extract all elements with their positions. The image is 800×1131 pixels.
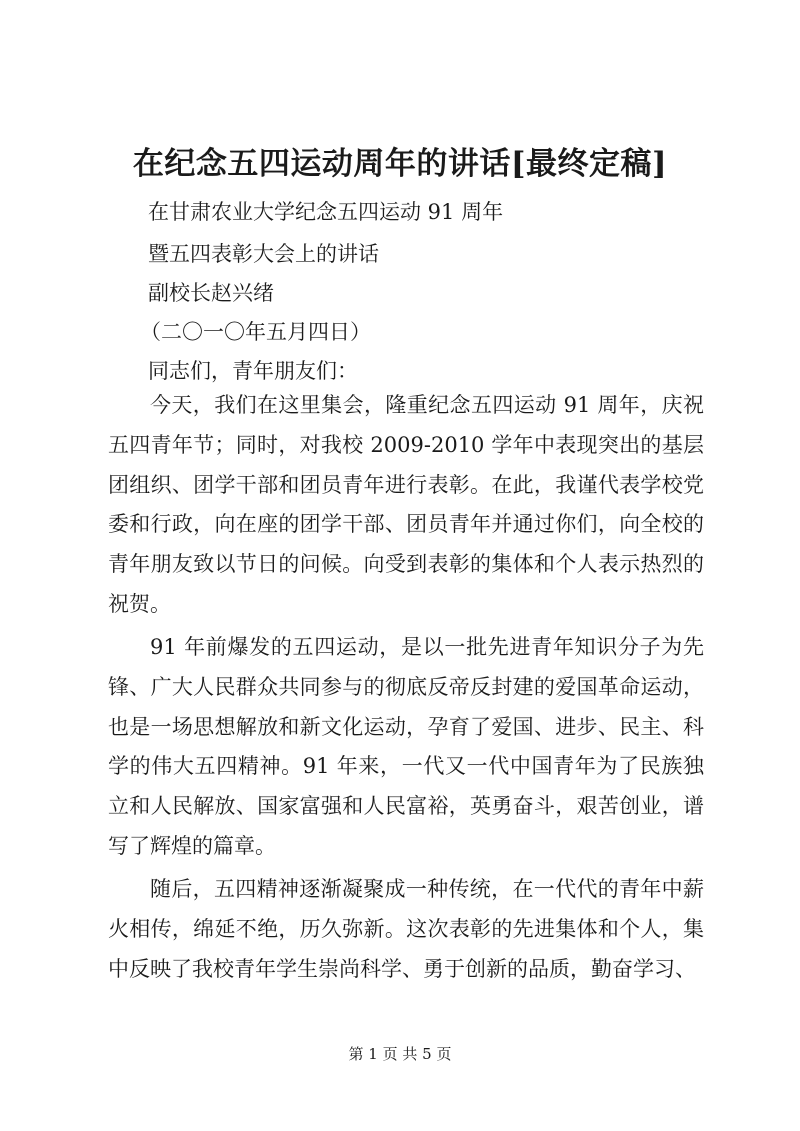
document-title: 在纪念五四运动周年的讲话[最终定稿] [132,146,668,182]
body-paragraph-3: 随后，五四精神逐渐凝聚成一种传统，在一代代的青年中薪火相传，绵延不绝，历久弥新。这次表彰的先进集体和个人，集中反映了我校青年学生崇尚科学、勇于创新的品质，勤奋学习、 [108,877,704,981]
salutation: 同志们，青年朋友们： [148,359,358,383]
body-paragraph-1: 今天，我们在这里集会，隆重纪念五四运动 91 周年，庆祝五四青年节；同时，对我校 2009-2010 学年中表现突出的基层团组织、团学干部和团员青年进行表彰。在此，我谨代表学校党委和行政，向在座的团学干部、团员青年并通过你们，向全校的青年朋友致以节日的问候。向受到表彰的集体和个人表示热烈的祝贺。 [108,393,704,616]
subtitle-line-1: 在甘肃农业大学纪念五四运动 91 周年 [148,200,504,224]
subtitle-line-2: 暨五四表彰大会上的讲话 [148,242,379,266]
date-line: （二〇一〇年五月四日） [140,320,371,344]
speaker-line: 副校长赵兴绪 [148,281,274,305]
page-number-footer: 第 1 页 共 5 页 [348,1045,452,1063]
body-paragraph-2: 91 年前爆发的五四运动，是以一批先进青年知识分子为先锋、广大人民群众共同参与的彻底反帝反封建的爱国革命运动，也是一场思想解放和新文化运动，孕育了爱国、进步、民主、科学的伟大五四精神。91 年来，一代又一代中国青年为了民族独立和人民解放、国家富强和人民富裕，英勇奋斗，艰苦创业，谱写了辉煌的篇章。 [108,635,704,858]
